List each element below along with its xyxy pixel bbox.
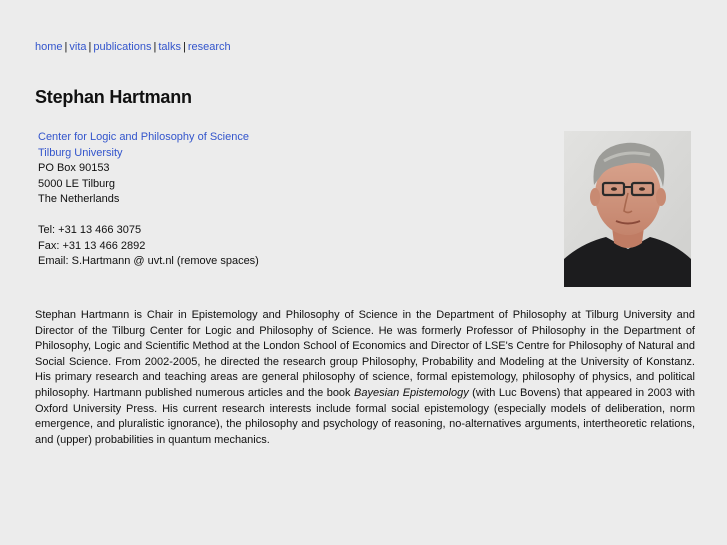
nav-separator: | xyxy=(88,41,92,53)
nav-link-vita[interactable]: vita xyxy=(69,41,87,53)
nav-separator: | xyxy=(182,41,186,53)
spacer xyxy=(38,208,259,224)
contact-block xyxy=(38,130,259,270)
page-title: Stephan Hartmann xyxy=(35,87,192,107)
bio-text-end: (with Luc Bovens) that appeared in 2003 with Oxford University Press. His current research interests include formal social epistemology (especially models of deliberation, norm emergence, and pluralistic ignorance), the philosophy and psychology of reasoning, no-alternatives arguments, intertheoretic relations, and (upper) probabilities in quantum mechanics. xyxy=(35,386,695,446)
center-link[interactable]: Center for Logic and Philosophy of Science xyxy=(38,131,249,143)
book-title: Bayesian Epistemology xyxy=(354,386,469,399)
nav-link-talks[interactable]: talks xyxy=(158,41,181,53)
nav-separator: | xyxy=(64,41,68,53)
country: The Netherlands xyxy=(38,193,120,205)
nav-link-research[interactable]: research xyxy=(187,41,231,53)
nav-link-publications[interactable]: publications xyxy=(93,41,152,53)
portrait-photo xyxy=(564,131,691,287)
top-navigation xyxy=(35,40,231,54)
university-link[interactable]: Tilburg University xyxy=(38,146,123,159)
telephone: Tel: +31 13 466 3075 xyxy=(38,224,142,236)
po-box: PO Box 90153 xyxy=(38,162,110,174)
biography-paragraph xyxy=(35,308,695,448)
nav-link-home[interactable]: home xyxy=(35,41,63,53)
city: 5000 LE Tilburg xyxy=(38,177,116,190)
portrait-image xyxy=(564,131,691,287)
email: Email: S.Hartmann @ uvt.nl (remove spaces) xyxy=(38,255,259,267)
bio-text-start: Stephan Hartmann is Chair in Epistemology and Philosophy of Science in the Department of Philosophy at Tilburg University and Director of the Tilburg Center for Logic and Philosophy of Science. He was formerly Professor of Philosophy in the Department of Philosophy, Logic and Scientific Method at the London School of Economics and Director of LSE's Centre for Philosophy of Natural and Social Science. From 2002-2005, he directed the research group Philosophy, Probability and Modeling at the University of Konstanz. His primary research and teaching areas are general philosophy of science, formal epistemology, philosophy of physics, and political philosophy. Hartmann published numerous articles and the book xyxy=(35,309,695,399)
nav-separator: | xyxy=(153,41,157,53)
fax: Fax: +31 13 466 2892 xyxy=(38,239,146,252)
